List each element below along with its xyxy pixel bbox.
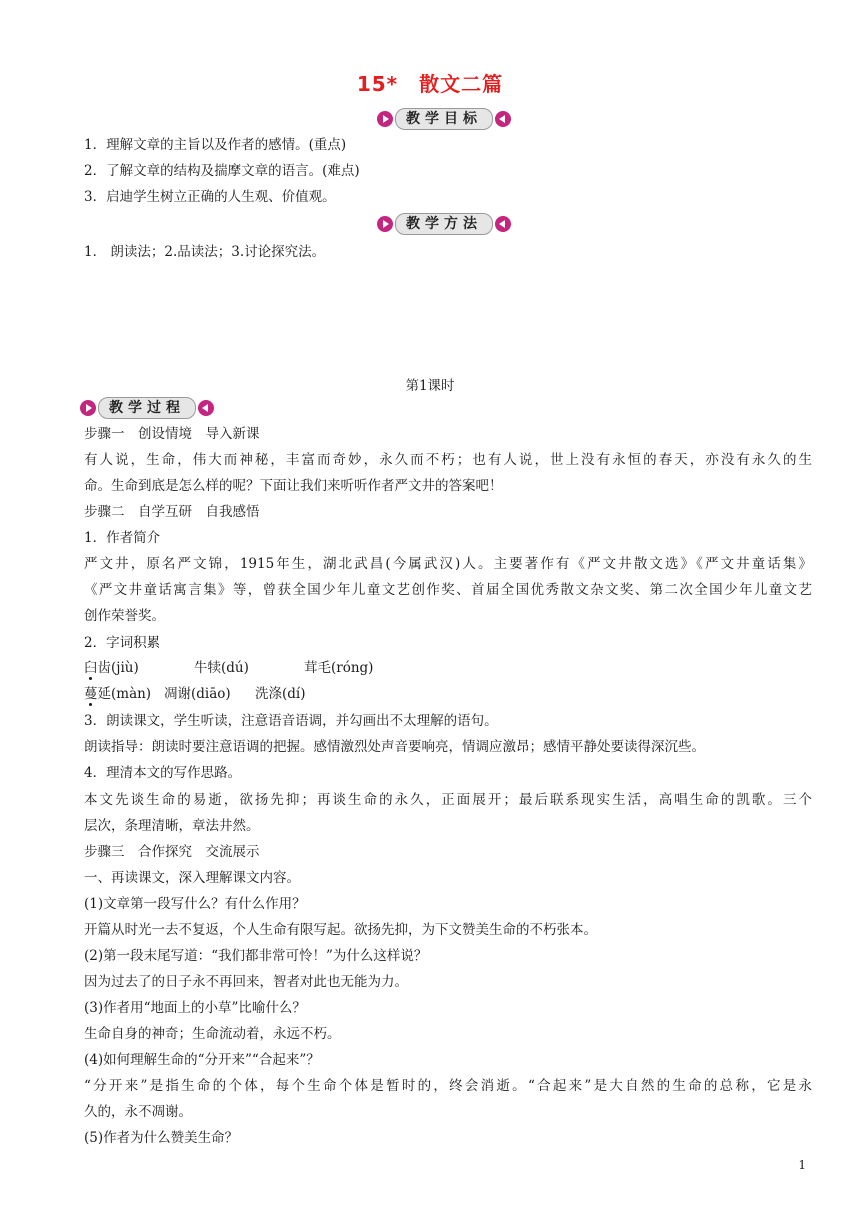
goal-item: 1．理解文章的主旨以及作者的感情。(重点) — [84, 137, 347, 153]
methods-text: 1． 朗读法；2.品读法；3.讨论探究法。 — [84, 244, 326, 260]
step-heading: 步骤二 自学互研 自我感悟 — [84, 504, 260, 520]
section-heading: 3．朗读课文，学生听读，注意语音语调，并勾画出不太理解的语句。 — [84, 713, 498, 729]
paragraph-line: 本文先谈生命的易逝，欲扬先抑；再谈生命的永久，正面展开；最后联系现实生活，高唱生命的凯歌。三个 — [84, 792, 812, 808]
question: (4)如何理解生命的“分开来”“合起来”？ — [84, 1052, 320, 1068]
paragraph-line: 《严文井童话寓言集》等，曾获全国少年儿童文艺创作奖、首届全国优秀散文杂文奖、第二次全国少年儿童文艺 — [84, 582, 812, 598]
paragraph-line: 严文井，原名严文锦，1915年生，湖北武昌(今属武汉)人。主要著作有《严文井散文选》《严文井童话集》 — [84, 556, 812, 572]
question: (3)作者用“地面上的小草”比喻什么？ — [84, 1000, 306, 1016]
section-heading: 一、再读课文，深入理解课文内容。 — [84, 870, 300, 886]
vocab-item: 凋谢(diāo) — [164, 686, 231, 702]
banner-methods — [377, 213, 511, 235]
banner-goals — [377, 108, 511, 130]
vocab-item: 牛犊(dú) — [194, 660, 249, 676]
goal-item: 2．了解文章的结构及揣摩文章的语言。(难点) — [84, 163, 360, 179]
question: (5)作者为什么赞美生命？ — [84, 1130, 239, 1146]
arrow-right-icon — [377, 216, 393, 232]
step-heading: 步骤三 合作探究 交流展示 — [84, 844, 260, 860]
vocab-item: 蔓延(màn) — [84, 681, 164, 707]
answer: “分开来”是指生命的个体，每个生命个体是暂时的，终会消逝。“合起来”是大自然的生命的总称，它是永 — [84, 1078, 812, 1094]
arrow-left-icon — [495, 216, 511, 232]
vocab-row — [84, 655, 812, 681]
banner-process — [80, 397, 214, 419]
paragraph-line: 命。生命到底是怎么样的呢？下面让我们来听听作者严文井的答案吧！ — [84, 478, 503, 494]
section-heading: 2．字词积累 — [84, 635, 161, 651]
banner-methods-label: 教学方法 — [395, 213, 493, 235]
goal-item: 3．启迪学生树立正确的人生观、价值观。 — [84, 189, 336, 205]
question: (2)第一段末尾写道：“我们都非常可怜！”为什么这样说？ — [84, 948, 428, 964]
arrow-left-icon — [198, 400, 214, 416]
answer: 生命自身的神奇；生命流动着，永远不朽。 — [84, 1026, 341, 1042]
vocab-item: 臼齿(jiù) — [84, 655, 194, 681]
arrow-right-icon — [80, 400, 96, 416]
page-number: 1 — [798, 1158, 806, 1172]
section-heading: 1．作者简介 — [84, 530, 161, 546]
page-title: 15* 散文二篇 — [356, 72, 504, 96]
vocab-row — [84, 681, 812, 707]
vocab-item: 洗涤(dí) — [255, 686, 306, 702]
banner-goals-label: 教学目标 — [395, 108, 493, 130]
paragraph-line: 朗读指导：朗读时要注意语调的把握。感情激烈处声音要响亮，情调应激昂；感情平静处要读得深沉些。 — [84, 739, 705, 755]
answer: 开篇从时光一去不复返，个人生命有限写起。欲扬先抑，为下文赞美生命的不朽张本。 — [84, 922, 597, 938]
answer: 久的，永不凋谢。 — [84, 1104, 192, 1120]
step-heading: 步骤一 创设情境 导入新课 — [84, 426, 260, 442]
arrow-right-icon — [377, 111, 393, 127]
paragraph-line: 创作荣誉奖。 — [84, 608, 165, 624]
paragraph-line: 有人说，生命，伟大而神秘，丰富而奇妙，永久而不朽；也有人说，世上没有永恒的春天，亦没有永久的生 — [84, 452, 812, 468]
lesson-heading: 第1课时 — [405, 378, 455, 394]
paragraph-line: 层次，条理清晰，章法井然。 — [84, 818, 260, 834]
question: (1)文章第一段写什么？有什么作用？ — [84, 896, 306, 912]
arrow-left-icon — [495, 111, 511, 127]
answer: 因为过去了的日子永不再回来，智者对此也无能为力。 — [84, 974, 408, 990]
banner-process-label: 教学过程 — [98, 397, 196, 419]
vocab-item: 茸毛(róng) — [304, 660, 374, 676]
section-heading: 4．理清本文的写作思路。 — [84, 765, 242, 781]
